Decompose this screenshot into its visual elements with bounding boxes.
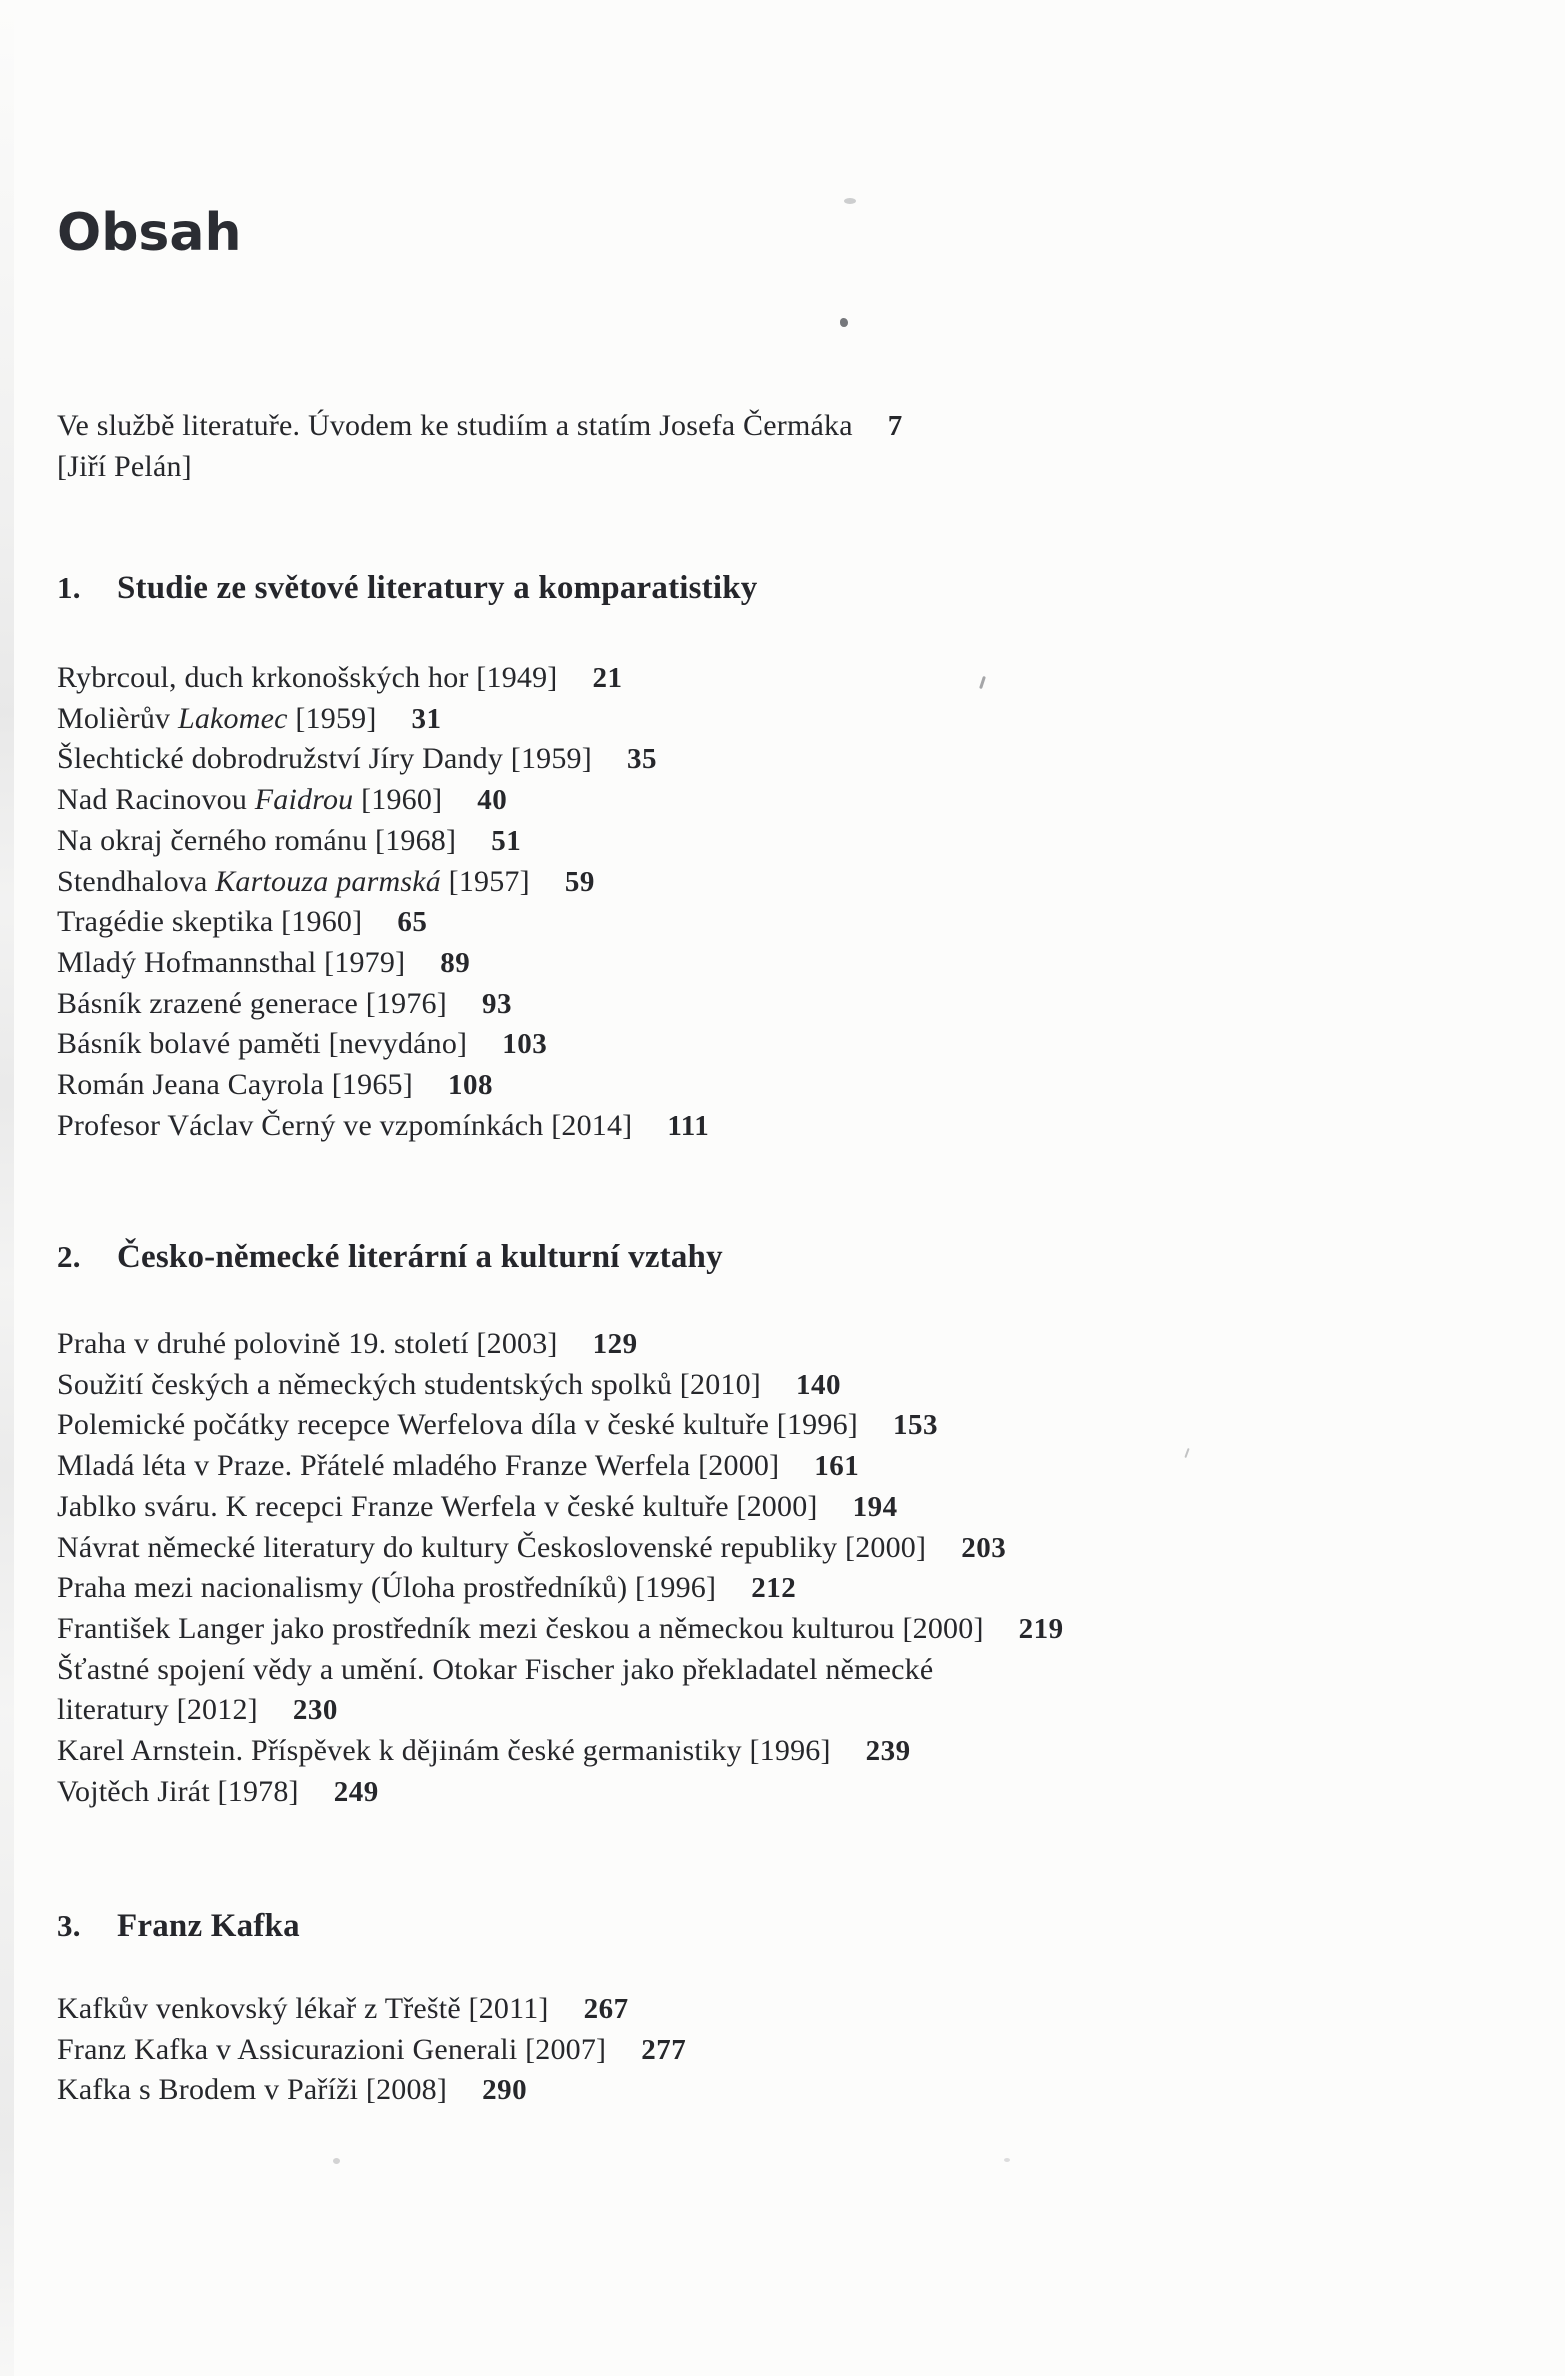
intro-block xyxy=(57,406,1497,487)
toc-entry xyxy=(57,1731,1517,1772)
entry-title: [Jiří Pelán] xyxy=(57,449,192,483)
toc-entry xyxy=(57,1989,1517,2030)
entry-title: Tragédie skeptika [1960] xyxy=(57,905,363,939)
section-heading xyxy=(57,1235,1497,1279)
entry-title: [1957] xyxy=(440,864,530,898)
section-heading xyxy=(57,566,1497,610)
page-number: 249 xyxy=(333,1775,379,1808)
page-number: 239 xyxy=(865,1735,911,1768)
entry-title: Molièrův xyxy=(57,701,178,735)
entry-title: [1959] xyxy=(287,701,377,735)
page-number: 153 xyxy=(892,1409,938,1442)
section-entries xyxy=(57,1324,1517,1812)
toc-entry xyxy=(57,1365,1517,1406)
section-title: Franz Kafka xyxy=(117,1908,300,1944)
toc-entry xyxy=(57,406,1497,447)
entry-title: Lakomec xyxy=(177,701,288,735)
toc-entry xyxy=(57,1568,1517,1609)
entry-title: Šlechtické dobrodružství Jíry Dandy [1959] xyxy=(57,742,592,776)
entry-title: [1960] xyxy=(353,783,443,817)
toc-entry xyxy=(57,699,1517,740)
page-number: 31 xyxy=(411,702,442,735)
page-number: 194 xyxy=(852,1490,898,1523)
toc-entry xyxy=(57,1405,1517,1446)
entry-title: Kafka s Brodem v Paříži [2008] xyxy=(57,2073,448,2107)
toc-entry xyxy=(57,1324,1517,1365)
toc-entry xyxy=(57,1024,1517,1065)
page-number: 219 xyxy=(1018,1612,1064,1645)
section-entries xyxy=(57,658,1517,1146)
scan-speckle xyxy=(1004,2158,1010,2162)
page-number: 89 xyxy=(440,946,471,979)
toc-entry xyxy=(57,902,1517,943)
page-number: 267 xyxy=(583,1993,629,2025)
toc-entry xyxy=(57,943,1517,984)
page-number: 290 xyxy=(482,2074,528,2107)
entry-title: Praha mezi nacionalismy (Úloha prostředníků) [1996] xyxy=(57,1571,717,1605)
toc-entry xyxy=(57,1690,1517,1731)
entry-title: Ve službě literatuře. Úvodem ke studiím a statím Josefa Čermáka xyxy=(57,409,853,442)
entry-title: František Langer jako prostředník mezi českou a německou kulturou [2000] xyxy=(57,1611,984,1645)
page-number: 40 xyxy=(477,784,508,817)
toc-entry xyxy=(57,739,1517,780)
scan-speckle xyxy=(840,318,848,327)
entry-title: Kartouza parmská xyxy=(215,864,441,898)
page-number: 51 xyxy=(491,824,522,857)
toc-entry xyxy=(57,862,1517,903)
section-title: Česko-německé literární a kulturní vztahy xyxy=(117,1239,723,1275)
toc-entry xyxy=(57,780,1517,821)
entry-title: Jablko sváru. K recepci Franze Werfela v české kultuře [2000] xyxy=(57,1489,818,1523)
page-number: 140 xyxy=(795,1368,841,1401)
entry-title: Praha v druhé polovině 19. století [2003] xyxy=(57,1327,558,1360)
toc-entry xyxy=(57,2030,1517,2071)
page-number: 108 xyxy=(447,1069,493,1102)
toc-entry xyxy=(57,1528,1517,1569)
toc-entry xyxy=(57,1609,1517,1650)
page-number: 21 xyxy=(592,662,623,694)
toc-entry xyxy=(57,2070,1517,2111)
page-number: 111 xyxy=(667,1109,710,1142)
section-number: 3. xyxy=(57,1908,81,1943)
page-number: 277 xyxy=(641,2033,687,2066)
entry-title: Básník bolavé paměti [nevydáno] xyxy=(57,1027,468,1061)
entry-title: Vojtěch Jirát [1978] xyxy=(57,1774,299,1808)
page-number: 103 xyxy=(502,1028,548,1061)
section-title: Studie ze světové literatury a komparatistiky xyxy=(117,570,758,606)
entry-title: Šťastné spojení vědy a umění. Otokar Fischer jako překladatel německé xyxy=(57,1652,934,1686)
entry-title: Kafkův venkovský lékař z Třeště [2011] xyxy=(57,1992,549,2025)
page-number: 212 xyxy=(751,1572,797,1605)
page-number: 203 xyxy=(961,1531,1007,1564)
entry-title: Rybrcoul, duch krkonošských hor [1949] xyxy=(57,661,558,694)
toc-entry xyxy=(57,658,1517,699)
entry-title: Karel Arnstein. Příspěvek k dějinám české germanistiky [1996] xyxy=(57,1734,831,1768)
entry-title: Stendhalova xyxy=(57,864,216,898)
entry-title: Román Jeana Cayrola [1965] xyxy=(57,1068,413,1102)
page-number: 35 xyxy=(626,743,657,776)
toc-entry xyxy=(57,447,1497,488)
entry-title: Na okraj černého románu [1968] xyxy=(57,823,457,857)
toc-entry xyxy=(57,984,1517,1025)
page-number: 65 xyxy=(397,906,428,939)
scan-speckle xyxy=(333,2158,340,2164)
entry-title: Mladá léta v Praze. Přátelé mladého Franze Werfela [2000] xyxy=(57,1449,780,1483)
scan-edge-artifact xyxy=(0,0,14,2376)
section-heading xyxy=(57,1904,1497,1948)
section-number: 1. xyxy=(57,570,81,605)
toc-entry xyxy=(57,1650,1517,1691)
entry-title: Básník zrazené generace [1976] xyxy=(57,986,447,1020)
toc-entry xyxy=(57,821,1517,862)
page-number: 7 xyxy=(887,410,903,442)
toc-entry xyxy=(57,1106,1517,1147)
scan-speckle xyxy=(844,198,856,204)
toc-entry xyxy=(57,1446,1517,1487)
toc-entry xyxy=(57,1487,1517,1528)
toc-entry xyxy=(57,1065,1517,1106)
entry-title: Profesor Václav Černý ve vzpomínkách [2014] xyxy=(57,1108,633,1142)
entry-title: Soužití českých a německých studentských spolků [2010] xyxy=(57,1367,761,1401)
entry-title: literatury [2012] xyxy=(57,1693,258,1727)
page-number: 93 xyxy=(481,987,512,1020)
page-number: 129 xyxy=(592,1328,638,1360)
entry-title: Polemické počátky recepce Werfelova díla v české kultuře [1996] xyxy=(57,1408,858,1442)
section-number: 2. xyxy=(57,1239,81,1274)
toc-entry xyxy=(57,1772,1517,1813)
page-number: 161 xyxy=(814,1450,860,1483)
page-number: 59 xyxy=(564,865,595,898)
entry-title: Návrat německé literatury do kultury Československé republiky [2000] xyxy=(57,1530,927,1564)
entry-title: Franz Kafka v Assicurazioni Generali [2007] xyxy=(57,2032,607,2066)
page-number: 230 xyxy=(292,1694,338,1727)
entry-title: Faidrou xyxy=(254,783,354,817)
entry-title: Nad Racinovou xyxy=(57,783,255,817)
entry-title: Mladý Hofmannsthal [1979] xyxy=(57,945,406,979)
section-entries xyxy=(57,1989,1517,2111)
page-title: Obsah xyxy=(57,203,242,263)
